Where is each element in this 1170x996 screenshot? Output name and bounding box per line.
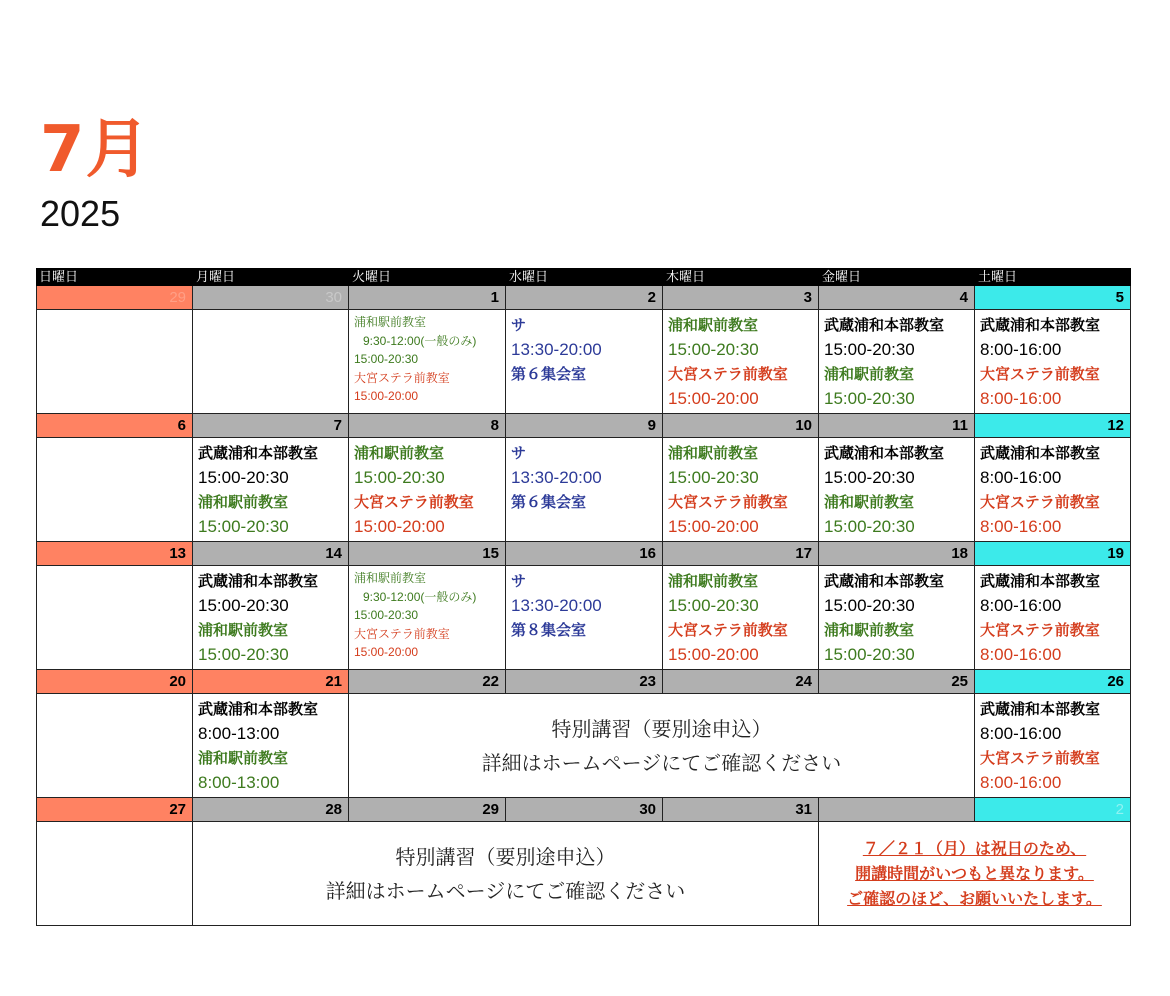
- schedule-time: 15:00-20:30: [824, 596, 915, 615]
- date-number: [975, 286, 1131, 310]
- classroom-name: サ: [511, 316, 527, 334]
- date-number: [193, 414, 349, 438]
- classroom-name: 浦和駅前教室: [824, 621, 915, 639]
- schedule-time: 8:00-16:00: [980, 596, 1062, 615]
- classroom-name: 浦和駅前教室: [824, 493, 915, 511]
- weekday-header: 月曜日: [193, 268, 349, 286]
- date-number-text: 14: [325, 545, 342, 562]
- classroom-name: 浦和駅前教室: [198, 621, 289, 639]
- schedule-time: 15:00-20:00: [668, 645, 759, 664]
- day-cell: [819, 438, 975, 542]
- date-number-text: 3: [803, 289, 812, 306]
- classroom-name: 武蔵浦和本部教室: [980, 316, 1101, 334]
- classroom-name: 浦和駅前教室: [668, 572, 759, 590]
- date-number: [819, 798, 975, 822]
- date-number: [349, 542, 506, 566]
- classroom-name: 浦和駅前教室: [668, 316, 759, 334]
- schedule-time: 8:00-16:00: [980, 468, 1062, 487]
- schedule-time: 8:00-13:00: [198, 724, 280, 743]
- day-cell: [193, 438, 349, 542]
- schedule-time: 15:00-20:30: [668, 468, 759, 487]
- date-number: [975, 542, 1131, 566]
- date-number-text: 15: [482, 545, 499, 562]
- schedule-time: 15:00-20:00: [354, 645, 419, 659]
- schedule-time: 8:00-13:00: [198, 773, 280, 792]
- date-number: [36, 414, 193, 438]
- classroom-name: 武蔵浦和本部教室: [824, 444, 945, 462]
- holiday-notice-line: 開講時間がいつもと異なります。: [855, 864, 1094, 883]
- weekday-header: 日曜日: [36, 268, 193, 286]
- date-number: [36, 286, 193, 310]
- date-number-text: 30: [639, 801, 656, 818]
- schedule-time: 8:00-16:00: [980, 645, 1062, 664]
- schedule-time: 15:00-20:00: [668, 517, 759, 536]
- day-cell: [506, 438, 663, 542]
- date-number-text: 2: [647, 289, 656, 306]
- classroom-name: 武蔵浦和本部教室: [198, 444, 319, 462]
- date-number-text: 11: [952, 417, 968, 434]
- schedule-time: 15:00-20:30: [198, 517, 289, 536]
- date-number: [506, 542, 663, 566]
- classroom-name: 武蔵浦和本部教室: [198, 572, 319, 590]
- classroom-name: 浦和駅前教室: [198, 749, 289, 767]
- classroom-name: 大宮ステラ前教室: [668, 493, 788, 511]
- date-number: [819, 286, 975, 310]
- day-cell: [506, 310, 663, 414]
- schedule-time: 15:00-20:00: [354, 517, 445, 536]
- classroom-name: 大宮ステラ前教室: [980, 749, 1100, 767]
- date-number-text: 19: [1107, 545, 1124, 562]
- date-number: [506, 798, 663, 822]
- day-cell: [975, 694, 1131, 798]
- classroom-name: 大宮ステラ前教室: [980, 493, 1100, 511]
- date-number-text: 20: [169, 673, 186, 690]
- weekday-header: 土曜日: [975, 268, 1131, 286]
- date-number: [36, 542, 193, 566]
- day-cell: [663, 438, 819, 542]
- date-number: [193, 542, 349, 566]
- date-number: [193, 286, 349, 310]
- special-session-title: 特別講習（要別途申込）: [395, 844, 616, 869]
- classroom-name: 大宮ステラ前教室: [354, 370, 450, 385]
- classroom-name: 浦和駅前教室: [354, 444, 445, 462]
- schedule-time: 15:00-20:30: [824, 389, 915, 408]
- date-number: [36, 670, 193, 694]
- year-label: 2025: [40, 193, 121, 234]
- schedule-time: 13:30-20:00: [511, 596, 602, 615]
- classroom-name: 大宮ステラ前教室: [668, 365, 788, 383]
- day-cell: [193, 310, 349, 414]
- schedule-time: 15:00-20:30: [198, 468, 289, 487]
- day-cell: [36, 566, 193, 670]
- classroom-name: 第６集会室: [511, 493, 587, 511]
- date-number: [663, 414, 819, 438]
- date-number-text: 23: [639, 673, 656, 690]
- date-number: [349, 798, 506, 822]
- holiday-notice-line: ７／２１（月）は祝日のため、: [862, 839, 1087, 858]
- date-number: [975, 414, 1131, 438]
- day-cell: [349, 310, 506, 414]
- date-number: [975, 670, 1131, 694]
- schedule-time: 15:00-20:30: [824, 517, 915, 536]
- classroom-name: 第８集会室: [511, 621, 587, 639]
- weekday-header: 火曜日: [349, 268, 506, 286]
- classroom-name: サ: [511, 444, 527, 462]
- schedule-time: 15:00-20:30: [668, 340, 759, 359]
- date-number: [819, 414, 975, 438]
- special-session-block: [193, 822, 819, 926]
- schedule-time: 8:00-16:00: [980, 389, 1062, 408]
- date-number: [819, 542, 975, 566]
- date-number-text: 2: [1115, 801, 1124, 818]
- date-number: [36, 798, 193, 822]
- date-number-text: 5: [1115, 289, 1124, 306]
- special-session-title: 特別講習（要別途申込）: [551, 716, 772, 741]
- classroom-name: 武蔵浦和本部教室: [198, 700, 319, 718]
- day-cell: [975, 566, 1131, 670]
- date-number: [349, 670, 506, 694]
- schedule-time: 8:00-16:00: [980, 340, 1062, 359]
- month-title: 7月: [40, 113, 151, 187]
- calendar-grid: [36, 268, 1131, 926]
- date-number: [193, 670, 349, 694]
- date-number-text: 29: [169, 289, 186, 306]
- holiday-notice-line: ご確認のほど、お願いいたします。: [847, 889, 1102, 908]
- schedule-time: 8:00-16:00: [980, 517, 1062, 536]
- date-number: [663, 542, 819, 566]
- weekday-header: 金曜日: [819, 268, 975, 286]
- classroom-name: 浦和駅前教室: [198, 493, 289, 511]
- date-number-text: 12: [1107, 417, 1124, 434]
- schedule-time: 15:00-20:30: [824, 468, 915, 487]
- date-number-text: 30: [325, 289, 342, 306]
- date-number: [349, 286, 506, 310]
- date-number-text: 21: [325, 673, 342, 690]
- date-number-text: 13: [169, 545, 186, 562]
- special-session-detail: 詳細はホームページにてご確認ください: [481, 750, 842, 775]
- classroom-name: 浦和駅前教室: [354, 315, 427, 329]
- date-number: [819, 670, 975, 694]
- classroom-name: 武蔵浦和本部教室: [980, 444, 1101, 462]
- day-cell: [506, 566, 663, 670]
- classroom-name: 浦和駅前教室: [668, 444, 759, 462]
- date-number: [506, 670, 663, 694]
- date-number: [193, 798, 349, 822]
- day-cell: [36, 822, 193, 926]
- date-number: [663, 286, 819, 310]
- day-cell: [975, 438, 1131, 542]
- classroom-name: 浦和駅前教室: [354, 571, 427, 585]
- classroom-name: 武蔵浦和本部教室: [980, 572, 1101, 590]
- day-cell: [36, 694, 193, 798]
- date-number-text: 24: [795, 673, 812, 690]
- date-number: [663, 670, 819, 694]
- date-number-text: 27: [169, 801, 186, 818]
- date-number: [506, 286, 663, 310]
- date-number: [506, 414, 663, 438]
- holiday-notice: [819, 822, 1131, 926]
- schedule-time: 13:30-20:00: [511, 468, 602, 487]
- date-number-text: 7: [333, 417, 342, 434]
- date-number-text: 18: [951, 545, 968, 562]
- classroom-name: サ: [511, 572, 527, 590]
- date-number-text: 10: [795, 417, 812, 434]
- date-number: [975, 798, 1131, 822]
- schedule-time: 8:00-16:00: [980, 773, 1062, 792]
- classroom-name: 大宮ステラ前教室: [980, 621, 1100, 639]
- schedule-time: 15:00-20:30: [354, 352, 419, 366]
- classroom-name: 大宮ステラ前教室: [980, 365, 1100, 383]
- date-number-text: 22: [482, 673, 499, 690]
- date-number-text: 17: [795, 545, 812, 562]
- date-number-text: 9: [647, 417, 656, 434]
- classroom-name: 大宮ステラ前教室: [668, 621, 788, 639]
- date-number-text: 16: [639, 545, 656, 562]
- schedule-time: 15:00-20:00: [354, 389, 419, 403]
- classroom-name: 浦和駅前教室: [824, 365, 915, 383]
- date-number-text: 28: [325, 801, 342, 818]
- schedule-time: 15:00-20:30: [198, 596, 289, 615]
- schedule-time: 9:30-12:00(一般のみ): [363, 589, 477, 604]
- schedule-time: 15:00-20:30: [824, 645, 915, 664]
- day-cell: [975, 310, 1131, 414]
- weekday-header: 木曜日: [663, 268, 819, 286]
- day-cell: [36, 438, 193, 542]
- classroom-name: 武蔵浦和本部教室: [824, 572, 945, 590]
- date-number-text: 26: [1107, 673, 1124, 690]
- date-number: [663, 798, 819, 822]
- date-number-text: 29: [482, 801, 499, 818]
- day-cell: [349, 566, 506, 670]
- schedule-time: 15:00-20:30: [824, 340, 915, 359]
- classroom-name: 武蔵浦和本部教室: [980, 700, 1101, 718]
- day-cell: [663, 310, 819, 414]
- day-cell: [819, 566, 975, 670]
- schedule-time: 8:00-16:00: [980, 724, 1062, 743]
- date-number-text: 25: [951, 673, 968, 690]
- classroom-name: 武蔵浦和本部教室: [824, 316, 945, 334]
- date-number-text: 4: [959, 289, 968, 306]
- special-session-detail: 詳細はホームページにてご確認ください: [325, 878, 686, 903]
- schedule-time: 15:00-20:30: [198, 645, 289, 664]
- date-number: [349, 414, 506, 438]
- day-cell: [663, 566, 819, 670]
- classroom-name: 大宮ステラ前教室: [354, 493, 474, 511]
- date-number-text: 6: [177, 417, 186, 434]
- schedule-time: 15:00-20:30: [354, 468, 445, 487]
- special-session-block: [349, 694, 975, 798]
- date-number-text: 8: [490, 417, 499, 434]
- schedule-time: 15:00-20:30: [668, 596, 759, 615]
- schedule-time: 15:00-20:00: [668, 389, 759, 408]
- schedule-time: 13:30-20:00: [511, 340, 602, 359]
- day-cell: [349, 438, 506, 542]
- weekday-header: 水曜日: [506, 268, 663, 286]
- schedule-time: 9:30-12:00(一般のみ): [363, 333, 477, 348]
- date-number-text: 31: [795, 801, 812, 818]
- classroom-name: 第６集会室: [511, 365, 587, 383]
- day-cell: [193, 694, 349, 798]
- schedule-time: 15:00-20:30: [354, 608, 419, 622]
- day-cell: [193, 566, 349, 670]
- day-cell: [36, 310, 193, 414]
- day-cell: [819, 310, 975, 414]
- classroom-name: 大宮ステラ前教室: [354, 626, 450, 641]
- date-number-text: 1: [490, 289, 499, 306]
